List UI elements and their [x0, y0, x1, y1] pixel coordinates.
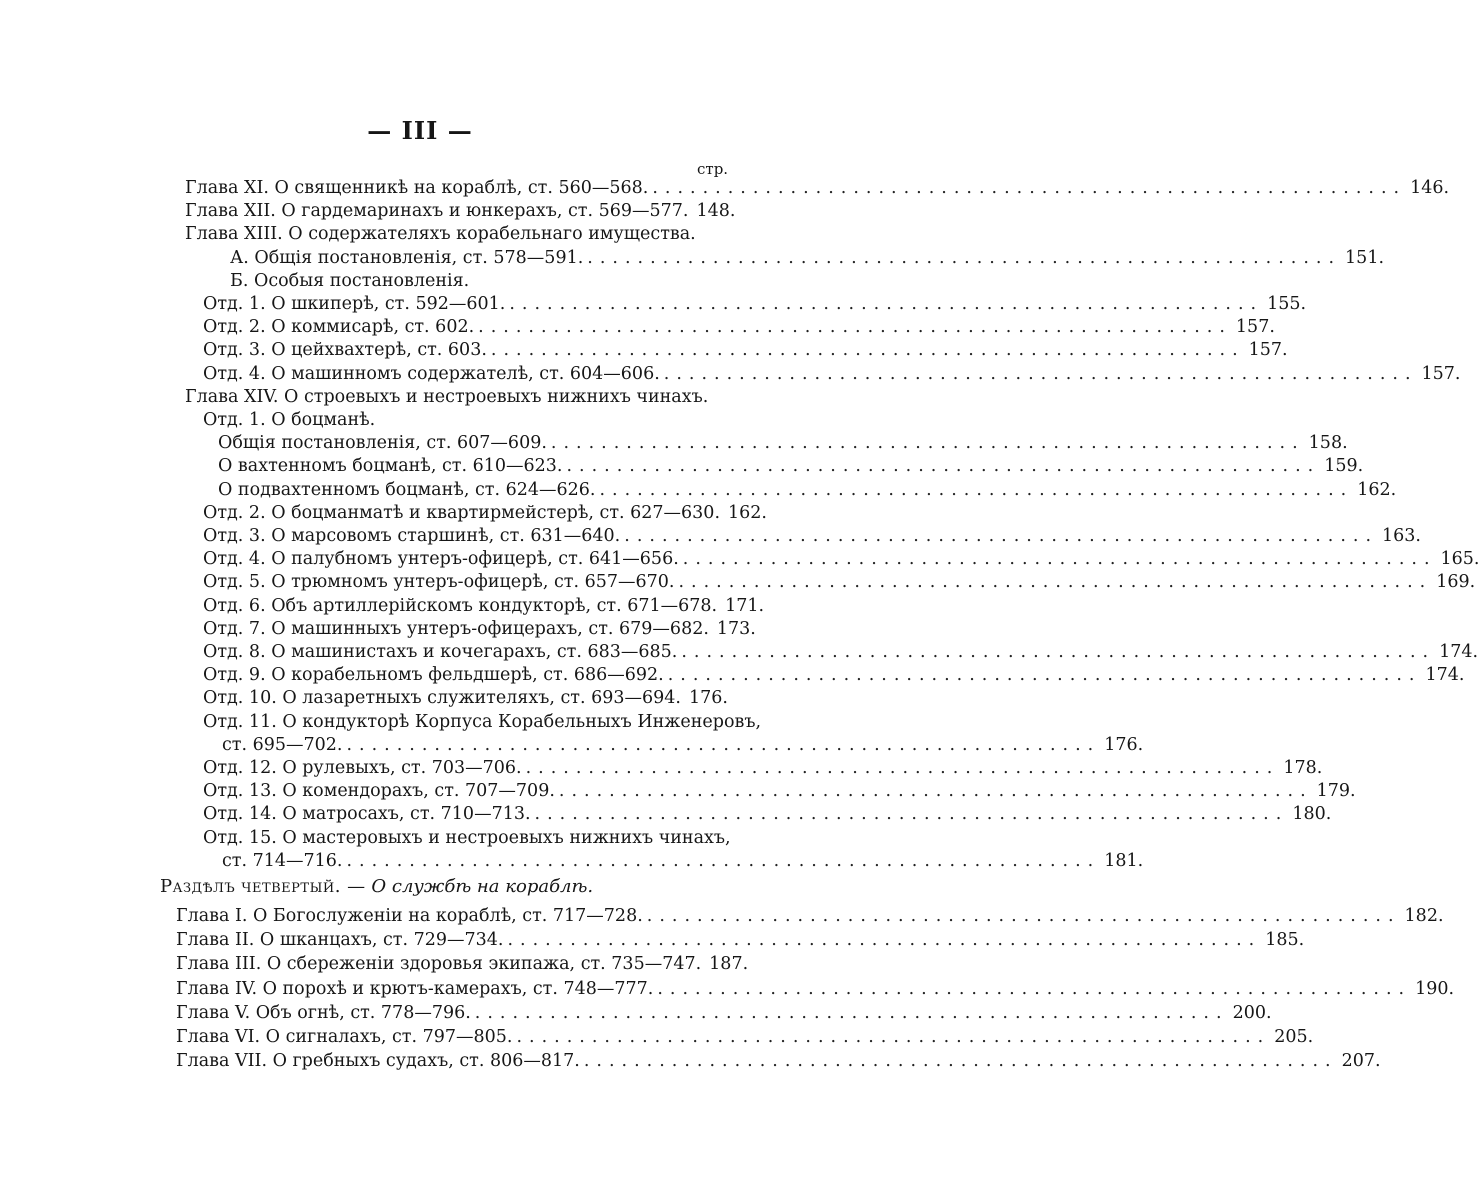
toc-entry — [203, 618, 756, 642]
toc-entry-text: Глава II. О шканцахъ, ст. 729—734. — [176, 930, 504, 951]
dot-leader: ............................................................ — [663, 363, 1418, 384]
dot-leader: ............................................................ — [346, 734, 1101, 755]
toc-entry — [203, 549, 1480, 572]
toc-entry — [185, 387, 728, 410]
toc-entry — [176, 906, 1444, 929]
toc-entry-page: 180. — [1292, 804, 1332, 825]
toc-entry-page: 200. — [1232, 1002, 1272, 1023]
section-heading — [160, 876, 593, 897]
toc-entry — [203, 827, 731, 851]
toc-entry-text: Отд. 12. О рулевыхъ, ст. 703—706. — [203, 758, 522, 778]
dot-leader: ............................................................ — [550, 433, 1305, 454]
toc-entry — [203, 688, 728, 711]
toc-entry-text: Глава III. О сбереженіи здоровья экипажа, ст. 735—747. — [176, 954, 702, 975]
dot-leader: ............................................................ — [678, 572, 1433, 593]
toc-entry-text: Глава V. Объ огнѣ, ст. 778—796. — [176, 1002, 471, 1023]
toc-entry-text: Глава VII. О гребныхъ судахъ, ст. 806—817. — [176, 1051, 580, 1072]
toc-entry-text: Отд. 1. О шкиперѣ, ст. 592—601. — [203, 294, 506, 314]
toc-entry — [218, 456, 1364, 479]
dot-leader: ............................................................ — [682, 549, 1437, 570]
toc-entry-page: 190. — [1415, 978, 1455, 999]
toc-entry-page: 163. — [1382, 526, 1421, 546]
dot-leader: ............................................................ — [652, 178, 1407, 198]
toc-entry — [203, 526, 1421, 549]
toc-entry-page: 157. — [1235, 317, 1275, 338]
dot-leader: ............................................................ — [657, 978, 1412, 999]
toc-entry-page: 171. — [725, 595, 765, 616]
toc-entry-text: ст. 714—716. — [222, 850, 343, 871]
toc-entry — [176, 978, 1455, 1002]
toc-entry-text: Отд. 7. О машинныхъ унтеръ-офицерахъ, ст. 679—682. — [203, 618, 709, 639]
dot-leader: ............................................................ — [509, 294, 1264, 314]
toc-entry-page: 162. — [728, 502, 767, 523]
toc-entry-text: Отд. 8. О машинистахъ и кочегарахъ, ст. 683—685. — [203, 642, 678, 662]
section-title-text: О службѣ на кораблѣ. — [371, 876, 594, 897]
toc-entry-text: Глава XII. О гардемаринахъ и юнкерахъ, ст. 569—577. — [185, 201, 689, 222]
toc-entry-page: 151. — [1345, 247, 1385, 268]
toc-entry-page: 182. — [1404, 906, 1444, 926]
toc-entry-page: 174. — [1439, 642, 1479, 662]
toc-entry-page: 157. — [1421, 363, 1461, 384]
toc-entry — [222, 850, 1144, 874]
toc-entry-text: О вахтенномъ боцманѣ, ст. 610—623. — [218, 456, 563, 477]
toc-entry — [176, 954, 749, 977]
toc-entry-text: Глава I. О Богослуженіи на кораблѣ, ст. 717—728. — [176, 906, 643, 926]
toc-entry — [203, 758, 1323, 781]
toc-entry — [203, 317, 1275, 340]
toc-entry-page: 148. — [696, 201, 736, 222]
toc-entry — [176, 1027, 1314, 1050]
toc-entry-text: Глава XIII. О содержателяхъ корабельнаго имущества. — [185, 224, 696, 245]
dot-leader: ............................................................ — [558, 781, 1313, 802]
toc-entry-text: Общія постановленія, ст. 607—609. — [218, 433, 547, 454]
toc-entry-page: 165. — [1440, 549, 1480, 570]
dot-leader: ............................................................ — [525, 758, 1280, 778]
toc-entry — [185, 224, 728, 247]
toc-entry — [176, 930, 1305, 953]
dot-leader: ............................................................ — [507, 930, 1262, 951]
section-label: Раздѣлъ четвертый. — — [160, 876, 366, 897]
dot-leader: ............................................................ — [646, 906, 1401, 926]
toc-entry — [176, 1051, 1381, 1074]
toc-entry — [203, 363, 1461, 387]
toc-entry — [203, 502, 767, 526]
dot-leader: ............................................................ — [587, 247, 1342, 268]
dot-leader: ............................................................ — [534, 804, 1289, 825]
toc-entry-page: 169. — [1436, 572, 1476, 593]
toc-entry — [218, 479, 1397, 503]
toc-entry — [230, 271, 728, 294]
toc-entry — [203, 294, 1307, 317]
toc-entry-text: Отд. 1. О боцманѣ. — [203, 410, 376, 430]
toc-entry-page: 146. — [1410, 178, 1450, 198]
toc-entry-page: 187. — [709, 954, 749, 975]
page-number: — III — — [367, 116, 473, 145]
toc-entry-text: Отд. 2. О коммисарѣ, ст. 602. — [203, 317, 475, 338]
toc-entry — [203, 410, 728, 433]
toc-entry-text: Отд. 2. О боцманматѣ и квартирмейстерѣ, ст. 627—630. — [203, 502, 721, 523]
toc-entry-page: 207. — [1341, 1051, 1381, 1072]
toc-entry-text: Отд. 11. О кондукторѣ Корпуса Корабельныхъ Инженеровъ, — [203, 711, 762, 732]
toc-entry-text: Отд. 4. О машинномъ содержателѣ, ст. 604—606. — [203, 363, 660, 384]
toc-entry-page: 176. — [689, 688, 728, 709]
toc-entry-text: Отд. 9. О корабельномъ фельдшерѣ, ст. 686—692. — [203, 665, 664, 686]
toc-entry-page: 176. — [1104, 734, 1144, 755]
toc-entry — [203, 595, 765, 619]
toc-entry-text: Отд. 6. Объ артиллерійскомъ кондукторѣ, ст. 671—678. — [203, 595, 718, 616]
toc-entry-text: Отд. 14. О матросахъ, ст. 710—713. — [203, 804, 531, 825]
toc-entry-text: Отд. 3. О марсовомъ старшинѣ, ст. 631—640. — [203, 526, 621, 546]
toc-entry-page: 178. — [1283, 758, 1323, 778]
toc-entry-page: 179. — [1316, 781, 1356, 802]
toc-entry-page: 159. — [1324, 456, 1364, 477]
toc-entry — [203, 340, 1288, 363]
toc-entry-page: 205. — [1274, 1027, 1314, 1047]
toc-entry-text: Отд. 4. О палубномъ унтеръ-офицерѣ, ст. 641—656. — [203, 549, 679, 570]
toc-entry-text: Отд. 5. О трюмномъ унтеръ-офицерѣ, ст. 657—670. — [203, 572, 675, 593]
toc-entry-text: Отд. 15. О мастеровыхъ и нестроевыхъ нижнихъ чинахъ, — [203, 827, 731, 848]
dot-leader: ............................................................ — [516, 1027, 1271, 1047]
toc-entry-text: Глава IV. О порохѣ и крютъ-камерахъ, ст. 748—777. — [176, 978, 654, 999]
dot-leader: ............................................................ — [566, 456, 1321, 477]
toc-entry — [203, 711, 762, 735]
dot-leader: ............................................................ — [681, 642, 1436, 662]
toc-entry-text: Отд. 13. О комендорахъ, ст. 707—709. — [203, 781, 555, 802]
toc-entry-page: 185. — [1265, 930, 1305, 951]
dot-leader: ............................................................ — [583, 1051, 1338, 1072]
toc-entry — [203, 572, 1476, 595]
toc-entry — [203, 804, 1332, 827]
toc-entry — [203, 781, 1356, 804]
toc-entry — [222, 734, 1144, 758]
dot-leader: ............................................................ — [346, 850, 1101, 871]
toc-entry — [185, 178, 1450, 201]
dot-leader: ............................................................ — [474, 1002, 1229, 1023]
toc-entry-text: Глава XIV. О строевыхъ и нестроевыхъ нижнихъ чинахъ. — [185, 386, 709, 407]
toc-entry — [218, 433, 1348, 456]
toc-entry-text: Отд. 3. О цейхвахтерѣ, ст. 603. — [203, 340, 487, 361]
dot-leader: ............................................................ — [490, 340, 1245, 361]
dot-leader: ............................................................ — [478, 317, 1232, 338]
column-label: стр. — [697, 160, 729, 178]
toc-entry-page: 173. — [716, 618, 756, 639]
toc-entry-text: Отд. 10. О лазаретныхъ служителяхъ, ст. 693—694. — [203, 688, 681, 709]
toc-entry-page: 181. — [1104, 850, 1144, 871]
toc-entry-page: 157. — [1248, 340, 1288, 361]
toc-entry — [203, 642, 1479, 665]
dot-leader: ............................................................ — [599, 479, 1354, 500]
toc-entry-text: ст. 695—702. — [222, 734, 343, 755]
toc-entry-text: Б. Особыя постановленія. — [230, 270, 470, 291]
dot-leader: ............................................................ — [624, 526, 1379, 546]
toc-entry — [185, 201, 736, 224]
toc-entry-text: А. Общія постановленія, ст. 578—591. — [230, 247, 584, 268]
toc-entry — [230, 247, 1385, 271]
toc-entry-page: 155. — [1267, 294, 1307, 314]
toc-entry-page: 174. — [1425, 665, 1465, 686]
toc-entry-page: 162. — [1357, 479, 1397, 500]
dot-leader: ............................................................ — [667, 665, 1422, 686]
toc-entry — [203, 665, 1465, 688]
toc-entry-text: Глава VI. О сигналахъ, ст. 797—805. — [176, 1027, 513, 1047]
toc-entry-text: О подвахтенномъ боцманѣ, ст. 624—626. — [218, 479, 596, 500]
toc-entry-page: 158. — [1308, 433, 1348, 454]
toc-entry — [176, 1002, 1272, 1026]
toc-entry-text: Глава XI. О священникѣ на кораблѣ, ст. 560—568. — [185, 178, 649, 198]
